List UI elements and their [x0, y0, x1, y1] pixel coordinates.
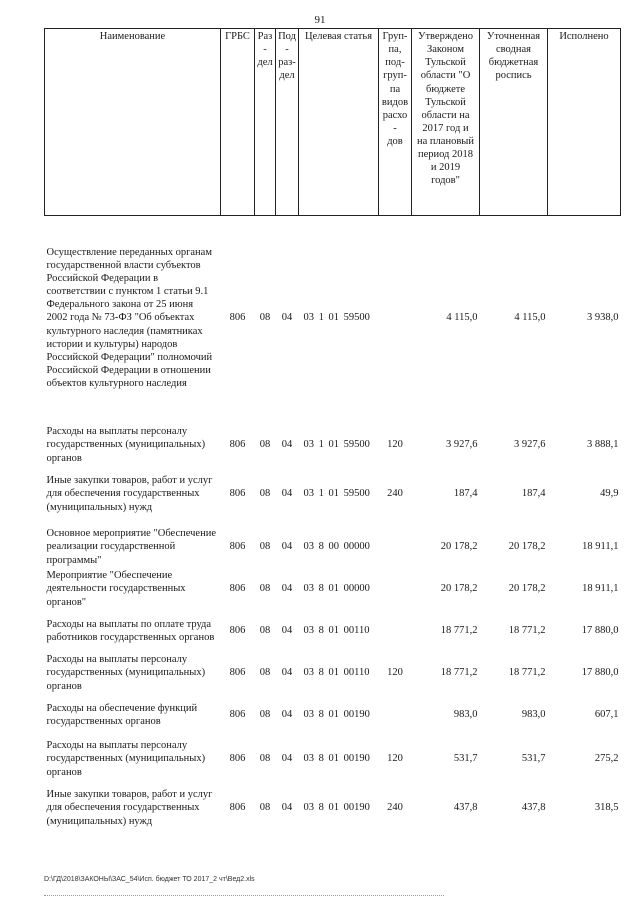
- row-razdel: 08: [259, 625, 271, 637]
- row-celevaya: 03 8 01 00190: [303, 753, 370, 765]
- row-celevaya: 03 8 01 00000: [303, 583, 370, 595]
- row-razdel: 08: [259, 753, 271, 765]
- row-specified: 20 178,2: [508, 583, 546, 595]
- row-podrazdel: 04: [281, 667, 293, 679]
- row-grbs: 806: [229, 488, 246, 500]
- row-gruppa: 120: [387, 439, 403, 451]
- row-razdel: 08: [259, 488, 271, 500]
- row-gruppa: 120: [387, 753, 403, 765]
- row-approved: 187,4: [453, 488, 478, 500]
- table-row: [45, 526, 621, 568]
- row-approved: 18 771,2: [440, 667, 478, 679]
- row-specified: 531,7: [521, 753, 546, 765]
- row-celevaya: 03 8 00 00000: [303, 541, 370, 553]
- row-executed: 318,5: [594, 802, 619, 814]
- row-approved: 437,8: [453, 802, 478, 814]
- row-grbs: 806: [229, 709, 246, 721]
- row-gruppa: [379, 610, 412, 652]
- row-executed: 3 888,1: [587, 439, 619, 451]
- row-grbs: 806: [229, 312, 246, 324]
- row-razdel: 08: [259, 312, 271, 324]
- table-row: [45, 610, 621, 652]
- row-grbs: 806: [229, 802, 246, 814]
- row-approved: 983,0: [453, 709, 478, 721]
- row-name: Иные закупки товаров, работ и услуг для обеспечения государственных (муниципальных) нужд: [46, 475, 213, 513]
- row-name: Расходы на выплаты по оплате труда работников государственных органов: [46, 618, 215, 643]
- row-specified: 18 771,2: [508, 625, 546, 637]
- row-podrazdel: 04: [281, 753, 293, 765]
- row-gruppa: 240: [387, 802, 403, 814]
- row-specified: 3 927,6: [514, 439, 546, 451]
- row-approved: 531,7: [453, 753, 478, 765]
- row-gruppa: 240: [387, 488, 403, 500]
- file-path-footer: D:\ГД\2018\ЗАКОНЫ\ЗАС_54\Исп. бюджет ТО 2017_2 чт\Вед2.xls: [44, 876, 255, 883]
- table-header: [45, 29, 621, 216]
- row-celevaya: 03 8 01 00190: [303, 709, 370, 721]
- header-executed: Исполнено: [548, 29, 621, 216]
- row-grbs: 806: [229, 583, 246, 595]
- row-approved: 4 115,0: [446, 312, 478, 324]
- header-grbs: ГРБС: [221, 29, 255, 216]
- header-name: Наименование: [45, 29, 221, 216]
- row-razdel: 08: [259, 439, 271, 451]
- bottom-divider: [44, 895, 444, 897]
- row-name: Расходы на обеспечение функций государственных органов: [46, 702, 198, 727]
- row-name: Основное мероприятие "Обеспечение реализации государственной программы": [46, 528, 216, 566]
- row-celevaya: 03 1 01 59500: [303, 488, 370, 500]
- row-podrazdel: 04: [281, 583, 293, 595]
- row-name: Расходы на выплаты персоналу государственных (муниципальных) органов: [46, 740, 206, 778]
- row-approved: 20 178,2: [440, 583, 478, 595]
- row-celevaya: 03 8 01 00110: [303, 625, 370, 637]
- row-razdel: 08: [259, 802, 271, 814]
- row-podrazdel: 04: [281, 488, 293, 500]
- row-specified: 18 771,2: [508, 667, 546, 679]
- row-razdel: 08: [259, 667, 271, 679]
- row-executed: 3 938,0: [587, 312, 619, 324]
- row-podrazdel: 04: [281, 625, 293, 637]
- row-approved: 18 771,2: [440, 625, 478, 637]
- row-gruppa: [379, 230, 412, 406]
- row-grbs: 806: [229, 439, 246, 451]
- row-razdel: 08: [259, 709, 271, 721]
- row-grbs: 806: [229, 753, 246, 765]
- row-podrazdel: 04: [281, 541, 293, 553]
- header-celevaya: Целевая статья: [299, 29, 379, 216]
- row-name: Иные закупки товаров, работ и услуг для обеспечения государственных (муниципальных) нужд: [46, 789, 213, 827]
- row-executed: 17 880,0: [581, 625, 619, 637]
- row-specified: 20 178,2: [508, 541, 546, 553]
- row-executed: 49,9: [600, 488, 619, 500]
- row-grbs: 806: [229, 541, 246, 553]
- table-row: [45, 652, 621, 694]
- row-approved: 3 927,6: [446, 439, 478, 451]
- table-row: [45, 738, 621, 780]
- table-row: [45, 780, 621, 836]
- row-name: Мероприятие "Обеспечение деятельности государственных органов": [46, 570, 186, 608]
- table-body: [45, 216, 621, 837]
- row-name: Расходы на выплаты персоналу государственных (муниципальных) органов: [46, 654, 206, 692]
- row-gruppa: [379, 526, 412, 568]
- header-gruppa: Груп- па, под- груп- па видов расхо- дов: [379, 29, 412, 216]
- table-row: [45, 424, 621, 466]
- row-celevaya: 03 1 01 59500: [303, 439, 370, 451]
- table-row: [45, 568, 621, 610]
- row-grbs: 806: [229, 667, 246, 679]
- row-specified: 187,4: [521, 488, 546, 500]
- row-executed: 18 911,1: [582, 541, 619, 553]
- row-celevaya: 03 1 01 59500: [303, 312, 370, 324]
- budget-table: [44, 28, 621, 836]
- header-approved: Утверждено Законом Тульской области "О бюджете Тульской области на 2017 год и на плановый период 2018 и 2019 годов": [412, 29, 480, 216]
- row-razdel: 08: [259, 541, 271, 553]
- row-specified: 983,0: [521, 709, 546, 721]
- row-gruppa: [379, 700, 412, 730]
- row-name: Расходы на выплаты персоналу государственных (муниципальных) органов: [46, 426, 206, 464]
- row-razdel: 08: [259, 583, 271, 595]
- row-executed: 275,2: [594, 753, 619, 765]
- table-row: [45, 466, 621, 522]
- header-razdel: Раз- дел: [255, 29, 276, 216]
- row-gruppa: [379, 568, 412, 610]
- row-podrazdel: 04: [281, 802, 293, 814]
- page-number: 91: [314, 14, 326, 26]
- header-specified: Уточненная сводная бюджетная роспись: [480, 29, 548, 216]
- row-specified: 437,8: [521, 802, 546, 814]
- table-row: [45, 700, 621, 730]
- row-gruppa: 120: [387, 667, 403, 679]
- row-executed: 17 880,0: [581, 667, 619, 679]
- table-row: [45, 230, 621, 406]
- row-grbs: 806: [229, 625, 246, 637]
- row-approved: 20 178,2: [440, 541, 478, 553]
- row-podrazdel: 04: [281, 439, 293, 451]
- row-name: Осуществление переданных органам государственной власти субъектов Российской Федерации в соответствии с пунктом 1 статьи 9.1 Федерального закона от 25 июня 2002 года № 73-ФЗ "Об объектах культурного наследия (памятниках истории и культуры) народов Российской Федерации" полномочий Российской Федерации в отношении объектов культурного наследия: [46, 246, 213, 390]
- header-podrazdel: Под- раз- дел: [276, 29, 299, 216]
- row-celevaya: 03 8 01 00110: [303, 667, 370, 679]
- row-celevaya: 03 8 01 00190: [303, 802, 370, 814]
- row-executed: 607,1: [594, 709, 619, 721]
- row-executed: 18 911,1: [582, 583, 619, 595]
- row-podrazdel: 04: [281, 312, 293, 324]
- row-podrazdel: 04: [281, 709, 293, 721]
- row-specified: 4 115,0: [514, 312, 546, 324]
